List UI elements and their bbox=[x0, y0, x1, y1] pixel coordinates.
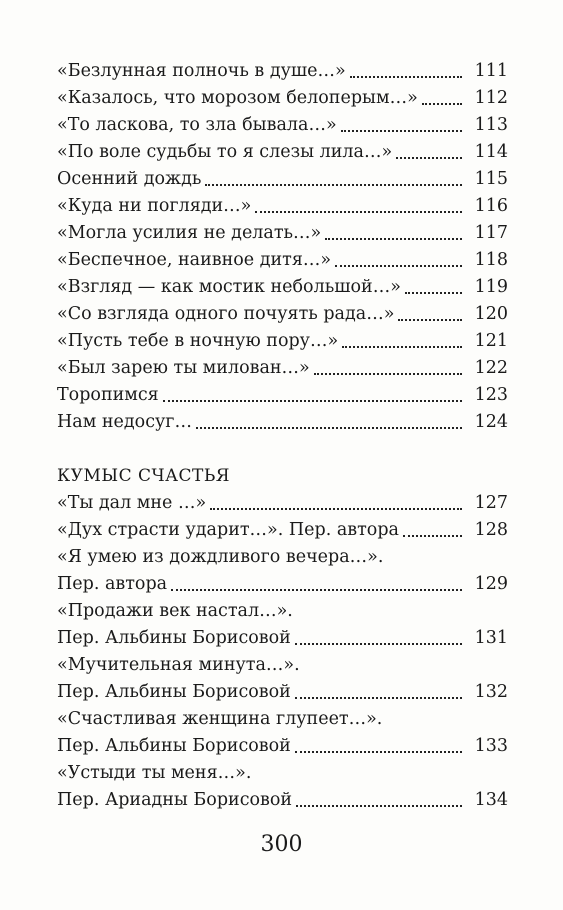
toc-entry-page: 119 bbox=[474, 277, 508, 297]
toc-entry-page: 129 bbox=[474, 574, 508, 594]
toc-entry-page: 120 bbox=[474, 304, 508, 324]
toc-entry bbox=[57, 787, 508, 814]
dot-leader bbox=[325, 220, 462, 247]
dot-leader bbox=[398, 301, 462, 328]
toc-entry-title: «Беспечное, наивное дитя…» bbox=[57, 250, 332, 270]
toc-entry bbox=[57, 355, 508, 382]
toc-entry bbox=[57, 220, 508, 247]
toc-entry bbox=[57, 193, 508, 220]
toc-entry-page: 133 bbox=[474, 736, 508, 756]
toc-entry-title: «По воле судьбы то я слезы лила…» bbox=[57, 142, 393, 162]
toc-entry bbox=[57, 139, 508, 166]
toc-entry-page: 116 bbox=[474, 196, 508, 216]
toc-entry bbox=[57, 409, 508, 436]
dot-leader bbox=[335, 247, 462, 274]
toc-entry-title: «Продажи век настал…». bbox=[57, 601, 293, 621]
toc-entry bbox=[57, 274, 508, 301]
dot-leader bbox=[295, 679, 462, 706]
toc-entry bbox=[57, 571, 508, 598]
toc-entry bbox=[57, 625, 508, 652]
toc-entry-page: 131 bbox=[474, 628, 508, 648]
toc-entry-page: 127 bbox=[474, 493, 508, 513]
toc-entry bbox=[57, 679, 508, 706]
dot-leader bbox=[350, 58, 462, 85]
toc-entry-title: Нам недосуг… bbox=[57, 412, 192, 432]
toc-entry-page: 118 bbox=[474, 250, 508, 270]
toc-entry-title: «Я умею из дождливого вечера…». bbox=[57, 547, 384, 567]
toc-entry-page: 113 bbox=[474, 115, 508, 135]
toc-entry bbox=[57, 382, 508, 409]
dot-leader bbox=[163, 382, 462, 409]
toc-entry-title: «Ты дал мне …» bbox=[57, 493, 207, 513]
toc-entry bbox=[57, 733, 508, 760]
toc-entry bbox=[57, 517, 508, 544]
toc-entry-title: «Пусть тебе в ночную пору…» bbox=[57, 331, 339, 351]
toc-entry-page: 121 bbox=[474, 331, 508, 351]
dot-leader bbox=[196, 409, 462, 436]
toc-entry-translator: Пер. Альбины Борисовой bbox=[57, 682, 291, 702]
toc-entry-line1 bbox=[57, 706, 508, 733]
toc-entry bbox=[57, 247, 508, 274]
dot-leader bbox=[403, 517, 462, 544]
toc-entry bbox=[57, 112, 508, 139]
dot-leader bbox=[422, 85, 462, 112]
toc-entry bbox=[57, 328, 508, 355]
toc-entry-title: «Дух страсти ударит…». Пер. автора bbox=[57, 520, 399, 540]
section-spacer bbox=[57, 436, 508, 463]
table-of-contents bbox=[57, 58, 508, 814]
toc-entry-line1 bbox=[57, 652, 508, 679]
dot-leader bbox=[171, 571, 462, 598]
toc-entry-page: 132 bbox=[474, 682, 508, 702]
toc-entry-title: «Счастливая женщина глупеет…». bbox=[57, 709, 383, 729]
toc-entry-title: «Безлунная полночь в душе…» bbox=[57, 61, 346, 81]
toc-entry-translator: Пер. Альбины Борисовой bbox=[57, 628, 291, 648]
dot-leader bbox=[341, 112, 462, 139]
dot-leader bbox=[255, 193, 462, 220]
toc-entry-page: 114 bbox=[474, 142, 508, 162]
toc-entry-page: 128 bbox=[474, 520, 508, 540]
toc-entry-title: «Устыди ты меня…». bbox=[57, 763, 252, 783]
toc-entry-translator: Пер. Альбины Борисовой bbox=[57, 736, 291, 756]
dot-leader bbox=[295, 625, 462, 652]
dot-leader bbox=[210, 490, 462, 517]
toc-entry-page: 115 bbox=[474, 169, 508, 189]
toc-entry-page: 112 bbox=[474, 88, 508, 108]
dot-leader bbox=[342, 328, 462, 355]
toc-entry-line1 bbox=[57, 544, 508, 571]
toc-entry-translator: Пер. автора bbox=[57, 574, 168, 594]
toc-entry-title: «Был зарею ты милован…» bbox=[57, 358, 310, 378]
toc-entry-page: 124 bbox=[474, 412, 508, 432]
toc-entry bbox=[57, 301, 508, 328]
toc-entry bbox=[57, 85, 508, 112]
toc-entry-page: 134 bbox=[474, 790, 508, 810]
toc-entry-title: «Куда ни погляди…» bbox=[57, 196, 252, 216]
dot-leader bbox=[205, 166, 462, 193]
toc-entry-translator: Пер. Ариадны Борисовой bbox=[57, 790, 293, 810]
toc-entry-title: «Со взгляда одного почуять рада…» bbox=[57, 304, 395, 324]
toc-entry-title: «Казалось, что морозом белоперым…» bbox=[57, 88, 418, 108]
toc-entry-title: Торопимся bbox=[57, 385, 159, 405]
toc-entry-title: «Могла усилия не делать…» bbox=[57, 223, 322, 243]
toc-entry-title: «То ласкова, то зла бывала…» bbox=[57, 115, 337, 135]
dot-leader bbox=[296, 787, 462, 814]
dot-leader bbox=[295, 733, 462, 760]
toc-entry bbox=[57, 490, 508, 517]
toc-entry bbox=[57, 58, 508, 85]
toc-entry-line1 bbox=[57, 760, 508, 787]
toc-entry-page: 123 bbox=[474, 385, 508, 405]
page-number: 300 bbox=[260, 832, 303, 857]
toc-entry-page: 111 bbox=[474, 61, 508, 81]
toc-entry-page: 122 bbox=[474, 358, 508, 378]
dot-leader bbox=[405, 274, 462, 301]
toc-entry-title: «Взгляд — как мостик небольшой…» bbox=[57, 277, 401, 297]
toc-entry-line1 bbox=[57, 598, 508, 625]
toc-entry bbox=[57, 166, 508, 193]
toc-entry-title: Осенний дождь bbox=[57, 169, 202, 189]
toc-entry-page: 117 bbox=[474, 223, 508, 243]
section-heading: КУМЫС СЧАСТЬЯ bbox=[57, 466, 231, 486]
dot-leader bbox=[396, 139, 462, 166]
dot-leader bbox=[314, 355, 462, 382]
toc-entry-title: «Мучительная минута…». bbox=[57, 655, 300, 675]
